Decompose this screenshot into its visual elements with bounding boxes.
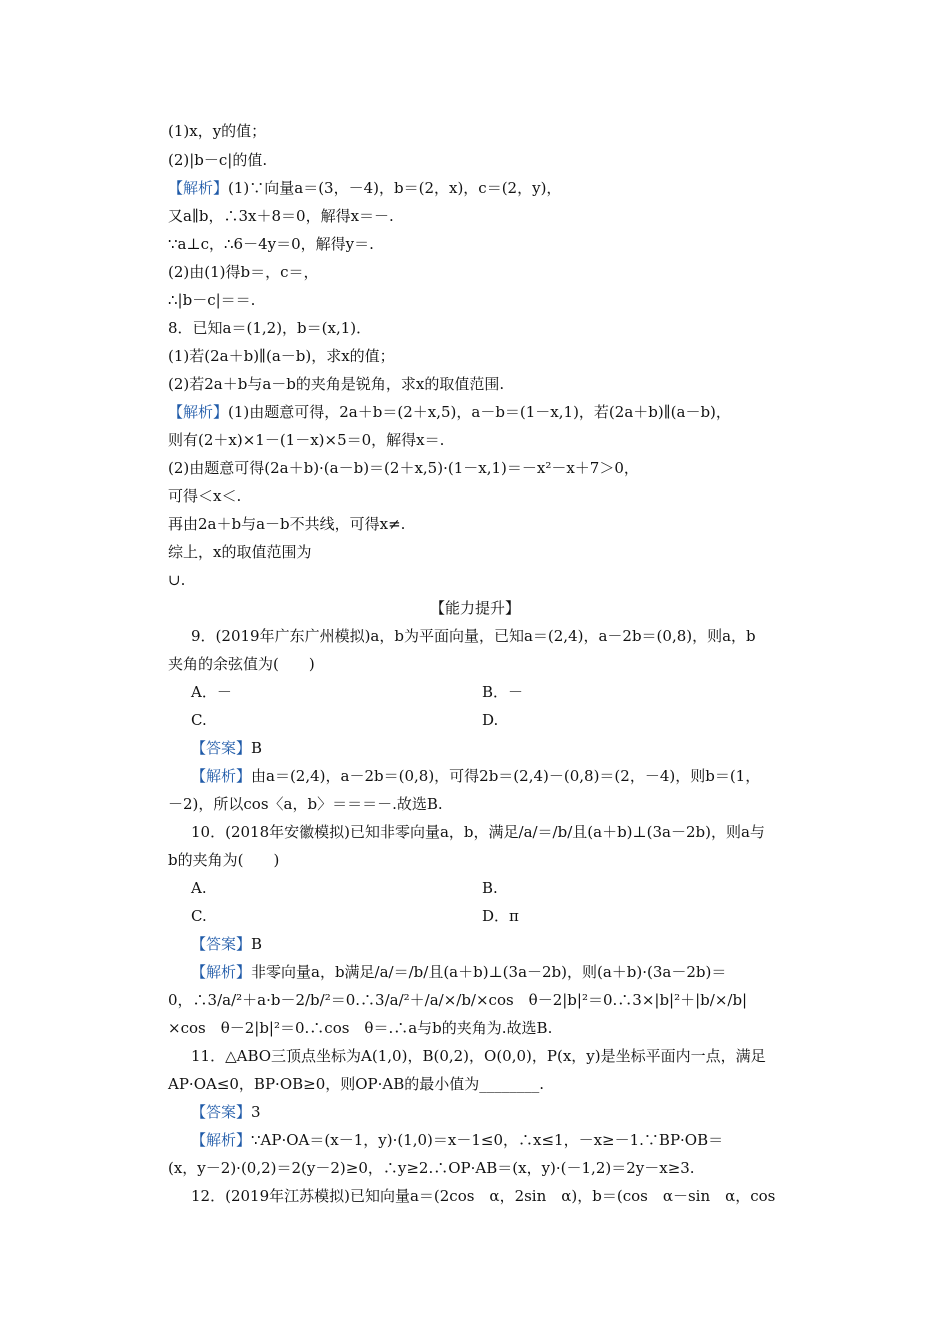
problem11-stem-line-2: AP·OA≤0，BP·OB≥0，则OP·AB的最小值为________. <box>168 1075 545 1093</box>
problem8-solution-line-7: ∪. <box>168 571 186 589</box>
problem10-solution-line-2: 0，∴3/a/²＋a·b－2/b/²＝0.∴3/a/²＋/a/×/b/×cos θ－2|b|²＝0.∴3×|b|²＋|b/×/b| <box>168 991 748 1009</box>
problem10-option-c: C. <box>191 907 207 925</box>
problem9-stem-line-2: 夹角的余弦值为( ) <box>168 655 315 673</box>
problem11-answer: 【答案】3 <box>191 1103 261 1121</box>
problem9-stem-line-1: 9．(2019年广东广州模拟)a，b为平面向量，已知a＝(2,4)，a－2b＝(0,8)，则a，b <box>191 627 756 645</box>
problem10-answer: 【答案】B <box>191 935 263 953</box>
daan-label: 【答案】 <box>191 739 252 757</box>
problem9-solution-line-2: －2)，所以cos〈a，b〉＝＝＝－.故选B. <box>168 795 443 813</box>
problem8-solution-line-4: 可得＜x＜. <box>168 487 242 505</box>
problem7-solution-line-1: 【解析】(1)∵向量a＝(3，－4)，b＝(2，x)，c＝(2，y)， <box>168 179 562 197</box>
problem7-solution-line-2: 又a∥b，∴3x＋8＝0，解得x＝－. <box>168 207 394 225</box>
problem7-solution-line-5: ∴|b－c|＝＝. <box>168 291 256 309</box>
problem8-solution-line-1: 【解析】(1)由题意可得，2a＋b＝(2＋x,5)，a－b＝(1－x,1)，若(2a＋b)∥(a－b)， <box>168 403 731 421</box>
problem7-solution-line-4: (2)由(1)得b＝，c＝， <box>168 263 319 281</box>
problem10-stem-line-1: 10．(2018年安徽模拟)已知非零向量a，b，满足/a/＝/b/且(a＋b)⊥(3a－2b)，则a与 <box>191 823 765 841</box>
problem10-option-b: B. <box>482 879 498 897</box>
jiexi-label: 【解析】 <box>168 179 229 197</box>
problem9-answer: 【答案】B <box>191 739 263 757</box>
problem8-solution-line-2: 则有(2＋x)×1－(1－x)×5＝0，解得x＝. <box>168 431 445 449</box>
problem10-option-a: A. <box>191 879 207 897</box>
jiexi-label: 【解析】 <box>191 963 252 981</box>
problem10-option-d: D．π <box>482 907 519 925</box>
problem7-question-2: (2)|b－c|的值. <box>168 151 268 169</box>
jiexi-label: 【解析】 <box>191 767 252 785</box>
problem7-solution-line-3: ∵a⊥c，∴6－4y＝0，解得y＝. <box>168 235 374 253</box>
problem11-solution-line-2: (x，y－2)·(0,2)＝2(y－2)≥0，∴y≥2.∴OP·AB＝(x，y)·(－1,2)＝2y－x≥3. <box>168 1159 695 1177</box>
problem7-question-1: (1)x，y的值； <box>168 122 267 140</box>
problem11-stem-line-1: 11．△ABO三顶点坐标为A(1,0)，B(0,2)，O(0,0)，P(x，y)是坐标平面内一点，满足 <box>191 1047 766 1065</box>
problem8-question-2: (2)若2a＋b与a－b的夹角是锐角，求x的取值范围. <box>168 375 505 393</box>
jiexi-label: 【解析】 <box>168 403 229 421</box>
problem11-solution-line-1: 【解析】∵AP·OA＝(x－1，y)·(1,0)＝x－1≤0，∴x≤1，－x≥－1.∵BP·OB＝ <box>191 1131 724 1149</box>
problem8-solution-line-5: 再由2a＋b与a－b不共线，可得x≠. <box>168 515 406 533</box>
problem9-option-b: B．－ <box>482 683 524 701</box>
problem9-option-d: D. <box>482 711 499 729</box>
problem9-option-c: C. <box>191 711 207 729</box>
problem9-solution-line-1: 【解析】由a＝(2,4)，a－2b＝(0,8)，可得2b＝(2,4)－(0,8)＝(2，－4)，则b＝(1， <box>191 767 761 785</box>
problem10-solution-line-1: 【解析】非零向量a，b满足/a/＝/b/且(a＋b)⊥(3a－2b)，则(a＋b)·(3a－2b)＝ <box>191 963 727 981</box>
problem10-solution-line-3: ×cos θ－2|b|²＝0.∴cos θ＝.∴a与b的夹角为.故选B. <box>168 1019 553 1037</box>
daan-label: 【答案】 <box>191 1103 252 1121</box>
problem9-option-a: A．－ <box>191 683 232 701</box>
daan-label: 【答案】 <box>191 935 252 953</box>
problem10-stem-line-2: b的夹角为( ) <box>168 851 280 869</box>
problem8-solution-line-3: (2)由题意可得(2a＋b)·(a－b)＝(2＋x,5)·(1－x,1)＝－x²－x＋7＞0， <box>168 459 639 477</box>
problem8-solution-line-6: 综上，x的取值范围为 <box>168 543 312 561</box>
jiexi-label: 【解析】 <box>191 1131 252 1149</box>
problem8-stem: 8．已知a＝(1,2)，b＝(x,1)． <box>168 319 372 337</box>
section-heading: 【能力提升】 <box>429 599 520 617</box>
problem12-stem-line-1: 12．(2019年江苏模拟)已知向量a＝(2cos α，2sin α)，b＝(cos α－sin α，cos <box>191 1187 776 1205</box>
problem8-question-1: (1)若(2a＋b)∥(a－b)，求x的值； <box>168 347 395 365</box>
